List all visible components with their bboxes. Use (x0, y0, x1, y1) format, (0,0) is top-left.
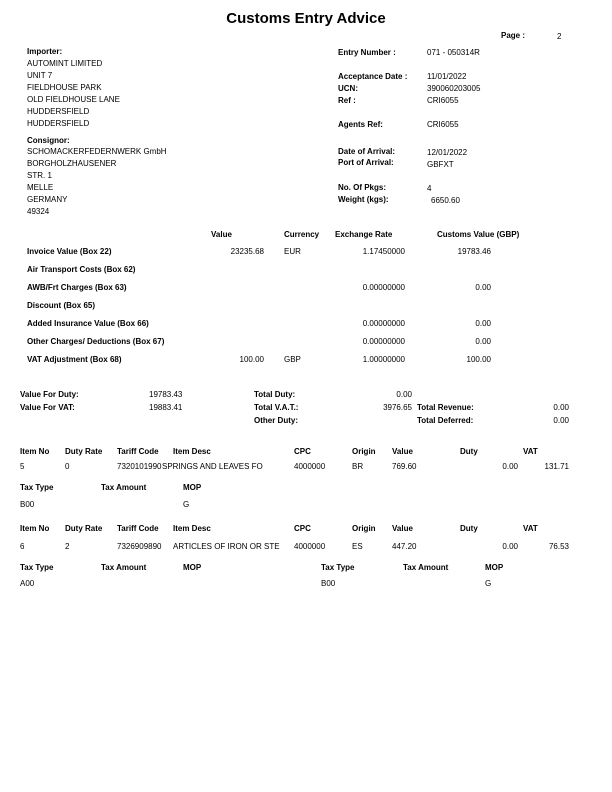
valuation-row-label: Discount (Box 65) (27, 301, 96, 310)
entry-number-label: Entry Number : (338, 48, 396, 57)
item-no: 5 (20, 462, 25, 471)
other-duty-label: Other Duty: (254, 416, 298, 425)
item-header-tariff: Tariff Code (117, 447, 159, 456)
valuation-row-label: VAT Adjustment (Box 68) (27, 355, 122, 364)
importer-line: HUDDERSFIELD (27, 107, 90, 116)
item-desc: SPRINGS AND LEAVES FO (162, 462, 263, 471)
col-header-currency: Currency (284, 230, 320, 239)
valuation-row-customs: 100.00 (466, 355, 491, 364)
item-header-cpc: CPC (294, 524, 311, 533)
tax-header-mop: MOP (183, 483, 202, 492)
item-desc: ARTICLES OF IRON OR STE (173, 542, 280, 551)
item-no: 6 (20, 542, 25, 551)
item-duty-rate: 0 (65, 462, 70, 471)
tax-type: B00 (321, 579, 336, 588)
valuation-row-currency: GBP (284, 355, 301, 364)
valuation-row-rate: 0.00000000 (362, 337, 405, 346)
item-duty: 0.00 (502, 462, 518, 471)
item-vat: 76.53 (548, 542, 569, 551)
valuation-row-rate: 1.17450000 (362, 247, 405, 256)
importer-line: OLD FIELDHOUSE LANE (27, 95, 120, 104)
col-header-customs-value: Customs Value (GBP) (437, 230, 520, 239)
ucn-label: UCN: (338, 84, 358, 93)
tax-type: B00 (20, 500, 35, 509)
value-for-vat: 19883.41 (149, 403, 183, 412)
item-header-origin: Origin (352, 447, 376, 456)
total-revenue-label: Total Revenue: (417, 403, 474, 412)
total-deferred: 0.00 (553, 416, 569, 425)
page-label: Page : (501, 31, 526, 40)
item-tariff: 7326909890 (117, 542, 162, 551)
valuation-row-rate: 0.00000000 (362, 283, 405, 292)
item-header-value: Value (392, 447, 413, 456)
item-origin: BR (352, 462, 364, 471)
tax-header-mop: MOP (183, 563, 202, 572)
item-value: 769.60 (392, 462, 417, 471)
packages: 4 (427, 184, 432, 193)
valuation-row-rate: 0.00000000 (362, 319, 405, 328)
ucn: 390060203005 (427, 84, 481, 93)
acceptance-date-label: Acceptance Date : (338, 72, 408, 81)
consignor-line: GERMANY (27, 195, 68, 204)
arrival-port-label: Port of Arrival: (338, 158, 394, 167)
weight: 6650.60 (431, 196, 460, 205)
item-tariff: 7320101990 (117, 462, 162, 471)
item-header-vat: VAT (523, 447, 538, 456)
tax-mop: G (485, 579, 492, 588)
item-header-desc: Item Desc (173, 447, 211, 456)
ref-label: Ref : (338, 96, 356, 105)
total-revenue: 0.00 (553, 403, 569, 412)
valuation-row-value: 100.00 (239, 355, 264, 364)
item-header-duty: Duty (460, 447, 478, 456)
item-header-no: Item No (20, 524, 50, 533)
valuation-row-label: Invoice Value (Box 22) (27, 247, 112, 256)
valuation-row-customs: 0.00 (475, 337, 491, 346)
valuation-row-rate: 1.00000000 (362, 355, 405, 364)
item-duty: 0.00 (502, 542, 518, 551)
document-title: Customs Entry Advice (226, 10, 386, 27)
value-for-duty-label: Value For Duty: (20, 390, 79, 399)
item-header-tariff: Tariff Code (117, 524, 159, 533)
entry-number: 071 - 050314R (427, 48, 480, 57)
item-header-no: Item No (20, 447, 50, 456)
item-header-duty-rate: Duty Rate (65, 524, 103, 533)
tax-header-type: Tax Type (20, 563, 54, 572)
page-number: 2 (557, 32, 562, 41)
item-header-value: Value (392, 524, 413, 533)
tax-header-mop: MOP (485, 563, 504, 572)
value-for-duty: 19783.43 (149, 390, 183, 399)
importer-line: HUDDERSFIELD (27, 119, 90, 128)
item-header-origin: Origin (352, 524, 376, 533)
tax-header-amount: Tax Amount (101, 563, 147, 572)
consignor-line: MELLE (27, 183, 54, 192)
consignor-line: 49324 (27, 207, 50, 216)
arrival-date-label: Date of Arrival: (338, 147, 396, 156)
tax-type: A00 (20, 579, 35, 588)
value-for-vat-label: Value For VAT: (20, 403, 75, 412)
item-header-duty: Duty (460, 524, 478, 533)
item-cpc: 4000000 (294, 542, 326, 551)
agents-ref: CRI6055 (427, 120, 459, 129)
consignor-line: STR. 1 (27, 171, 52, 180)
consignor-line: SCHOMACKERFEDERNWERK GmbH (27, 147, 167, 156)
valuation-row-label: Added Insurance Value (Box 66) (27, 319, 149, 328)
importer-line: AUTOMINT LIMITED (27, 59, 103, 68)
col-header-exchange-rate: Exchange Rate (335, 230, 393, 239)
consignor-label: Consignor: (27, 136, 70, 145)
valuation-row-label: AWB/Frt Charges (Box 63) (27, 283, 127, 292)
importer-line: UNIT 7 (27, 71, 53, 80)
tax-header-type: Tax Type (321, 563, 355, 572)
ref: CRI6055 (427, 96, 459, 105)
importer-line: FIELDHOUSE PARK (27, 83, 102, 92)
arrival-date: 12/01/2022 (427, 148, 468, 157)
tax-header-amount: Tax Amount (101, 483, 147, 492)
item-origin: ES (352, 542, 363, 551)
tax-mop: G (183, 500, 190, 509)
col-header-value: Value (211, 230, 232, 239)
item-header-duty-rate: Duty Rate (65, 447, 103, 456)
total-duty: 0.00 (396, 390, 412, 399)
acceptance-date: 11/01/2022 (427, 72, 467, 81)
item-header-desc: Item Desc (173, 524, 211, 533)
valuation-row-customs: 19783.46 (457, 247, 491, 256)
item-vat: 131.71 (544, 462, 569, 471)
total-duty-label: Total Duty: (254, 390, 296, 399)
consignor-line: BORGHOLZHAUSENER (27, 159, 117, 168)
item-value: 447.20 (392, 542, 417, 551)
agents-ref-label: Agents Ref: (338, 120, 383, 129)
item-duty-rate: 2 (65, 542, 70, 551)
valuation-row-customs: 0.00 (475, 319, 491, 328)
valuation-row-value: 23235.68 (230, 247, 264, 256)
arrival-port: GBFXT (427, 160, 454, 169)
weight-label: Weight (kgs): (338, 195, 389, 204)
total-vat-label: Total V.A.T.: (254, 403, 299, 412)
total-deferred-label: Total Deferred: (417, 416, 474, 425)
item-header-vat: VAT (523, 524, 538, 533)
valuation-row-label: Other Charges/ Deductions (Box 67) (27, 337, 165, 346)
item-cpc: 4000000 (294, 462, 326, 471)
tax-header-amount: Tax Amount (403, 563, 449, 572)
valuation-row-customs: 0.00 (475, 283, 491, 292)
importer-label: Importer: (27, 47, 63, 56)
item-header-cpc: CPC (294, 447, 311, 456)
tax-header-type: Tax Type (20, 483, 54, 492)
valuation-row-label: Air Transport Costs (Box 62) (27, 265, 136, 274)
packages-label: No. Of Pkgs: (338, 183, 387, 192)
total-vat: 3976.65 (383, 403, 412, 412)
valuation-row-currency: EUR (284, 247, 301, 256)
